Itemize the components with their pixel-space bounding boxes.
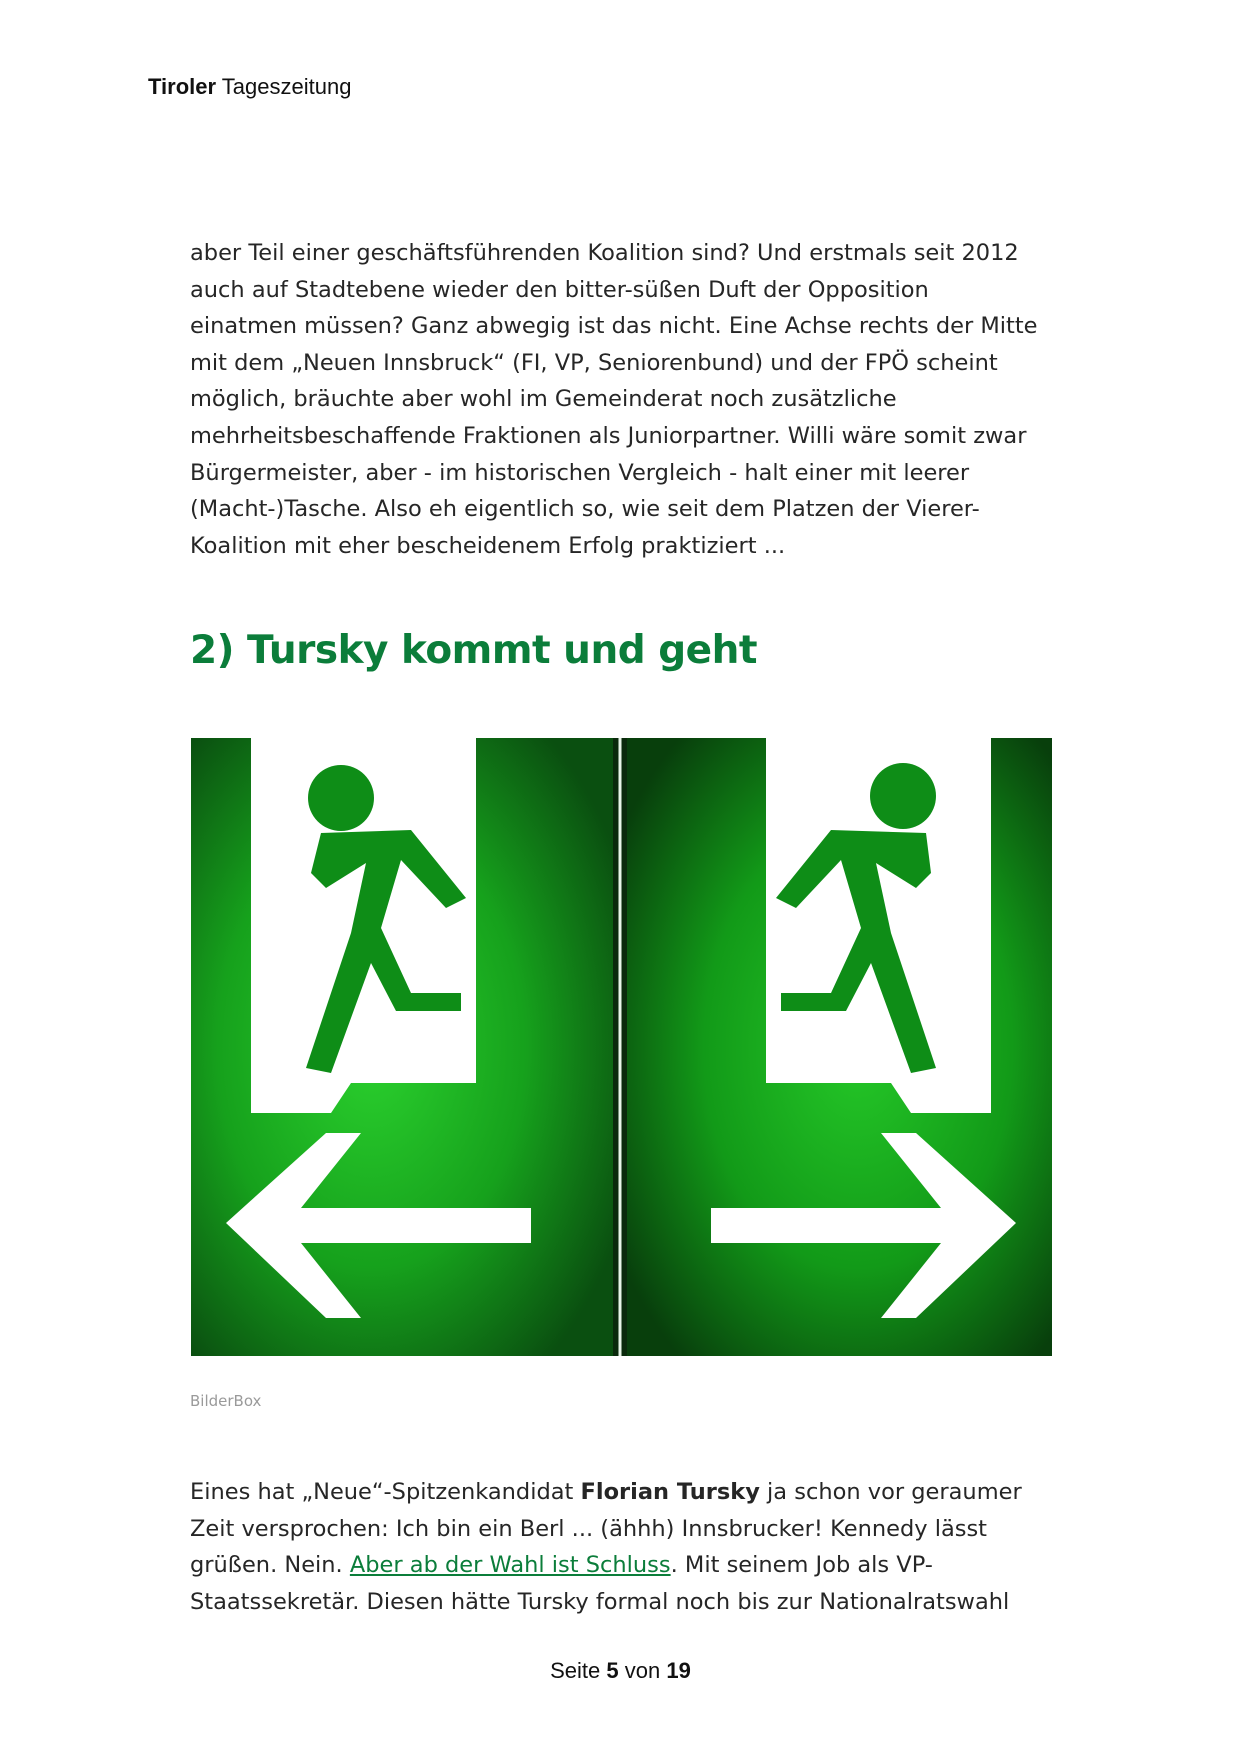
current-page-number: 5	[606, 1658, 619, 1683]
text-line	[190, 1547, 1070, 1584]
text-line: einatmen müssen? Ganz abwegig ist das nicht. Eine Achse rechts der Mitte	[190, 313, 1038, 340]
text-segment: Eines hat „Neue“-Spitzenkandidat	[190, 1479, 581, 1505]
text-line: Zeit versprochen: Ich bin ein Berl ... (ähhh) Innsbrucker! Kennedy lässt	[190, 1515, 988, 1542]
page-footer	[0, 1658, 1241, 1684]
text-line: aber Teil einer geschäftsführenden Koalition sind? Und erstmals seit 2012	[190, 240, 1019, 266]
exit-sign-illustration	[191, 738, 1052, 1356]
text-segment: ja schon vor geraumer	[759, 1479, 1022, 1505]
text-line: Staatssekretär. Diesen hätte Tursky formal noch bis zur Nationalratswahl	[190, 1588, 1010, 1615]
text-line: möglich, bräuchte aber wohl im Gemeinderat noch zusätzliche	[190, 386, 897, 413]
text-line: mit dem „Neuen Innsbruck“ (FI, VP, Seniorenbund) und der FPÖ scheint	[190, 349, 998, 376]
article-paragraph	[190, 235, 1070, 564]
text-line	[190, 1474, 1070, 1511]
text-line: Bürgermeister, aber - im historischen Vergleich - halt einer mit leerer	[190, 459, 970, 486]
text-line: (Macht-)Tasche. Also eh eigentlich so, wie seit dem Platzen der Vierer-	[190, 496, 980, 523]
section-heading: 2) Tursky kommt und geht	[190, 628, 757, 673]
article-link[interactable]: Aber ab der Wahl ist Schluss	[349, 1552, 671, 1579]
text-segment: . Mit seinem Job als VP-	[670, 1552, 933, 1579]
image-caption: BilderBox	[190, 1392, 262, 1410]
publication-name-bold: Tiroler	[148, 74, 217, 99]
publication-name-rest: Tageszeitung	[221, 74, 352, 99]
text-segment: grüßen. Nein.	[190, 1552, 350, 1579]
text-line: auch auf Stadtebene wieder den bitter-süßen Duft der Opposition	[190, 276, 929, 303]
page-separator: von	[624, 1658, 661, 1683]
text-line: Koalition mit eher bescheidenem Erfolg praktiziert ...	[190, 532, 786, 559]
total-page-count: 19	[666, 1658, 691, 1683]
publication-header	[148, 74, 351, 100]
page-label: Seite	[550, 1658, 601, 1683]
person-name: Florian Tursky	[580, 1479, 760, 1505]
text-line: mehrheitsbeschaffende Fraktionen als Juniorpartner. Willi wäre somit zwar	[190, 422, 1027, 449]
article-photo	[191, 738, 1052, 1356]
article-paragraph	[190, 1474, 1070, 1620]
